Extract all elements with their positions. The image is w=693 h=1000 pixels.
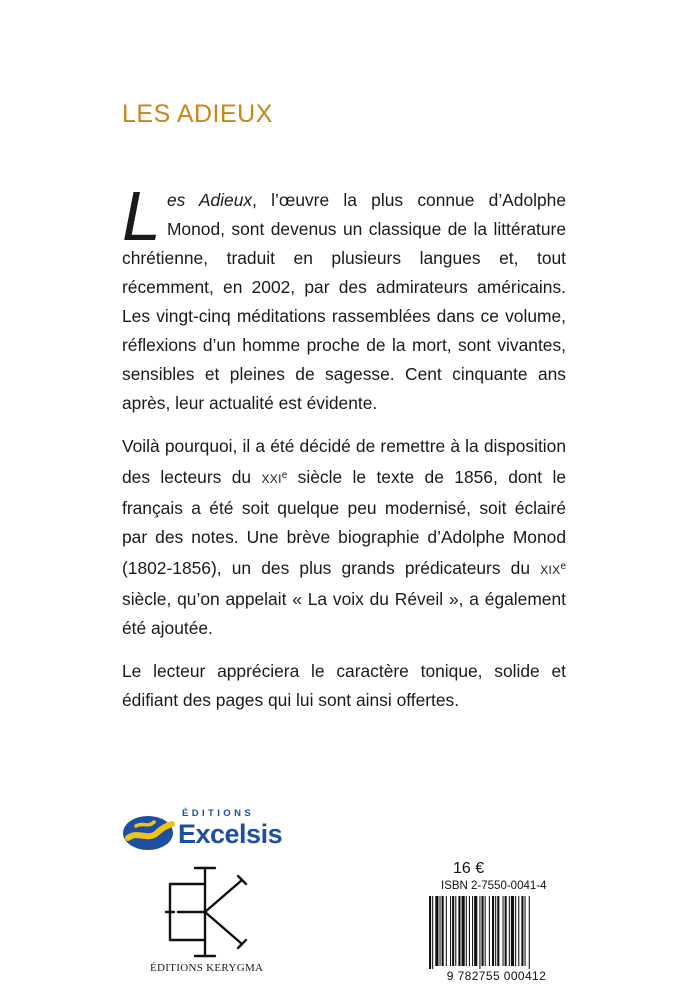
barcode-bar: [497, 896, 499, 966]
barcode-bar: [509, 896, 510, 966]
barcode-bar: [482, 896, 484, 966]
barcode-bar: [503, 896, 504, 966]
barcode-bar: [479, 896, 480, 970]
century-21-sup: e: [281, 470, 288, 481]
barcode-bar: [458, 896, 460, 966]
paragraph-2: [122, 432, 566, 643]
excelsis-editions-label: ÉDITIONS: [182, 808, 255, 819]
excelsis-logo: [122, 808, 292, 854]
barcode-bar: [446, 896, 447, 966]
barcode-bar: [432, 896, 433, 970]
drop-cap: L: [122, 177, 161, 255]
price: 16 €: [453, 860, 485, 877]
barcode-bar: [511, 896, 514, 966]
barcode-bar: [466, 896, 467, 966]
kerygma-label: ÉDITIONS KERYGMA: [150, 962, 264, 974]
isbn: ISBN 2-7550-0041-4: [441, 880, 547, 892]
paragraph-2-part-3: siècle, qu’on appelait « La voix du Réveil », a également été ajoutée.: [122, 589, 566, 638]
kerygma-logo: [150, 862, 264, 982]
barcode-bar: [435, 896, 438, 966]
paragraph-1: [122, 177, 567, 418]
century-21: XXI: [261, 472, 282, 486]
barcode-digits: 9 782755 000412: [425, 969, 568, 983]
barcode-bar: [521, 896, 523, 966]
paragraph-3: Le lecteur appréciera le caractère tonique, solide et édifiant des pages qui lui sont ainsi offertes.: [122, 661, 566, 710]
paragraph-2-part-2: siècle le texte de 1856, dont le français a été soit quelque peu modernisé, soit éclairé par des notes. Une brève biographie d’Adolphe Monod (1802-1856), un des plus grands prédicateurs du: [122, 467, 566, 578]
century-19-sup: e: [560, 561, 566, 572]
barcode-bar: [450, 896, 451, 966]
century-19: XIX: [540, 563, 561, 577]
barcode-bar: [485, 896, 486, 966]
barcode-bar: [518, 896, 519, 966]
barcode-bar: [505, 896, 507, 966]
barcode-bar: [495, 896, 496, 966]
book-title: LES ADIEUX: [122, 100, 273, 128]
barcode-bar: [474, 896, 477, 966]
excelsis-name: Excelsis: [178, 819, 283, 849]
barcode-bar: [455, 896, 456, 966]
barcode-bar: [452, 896, 454, 966]
barcode-bar: [525, 896, 526, 966]
barcode-bar: [515, 896, 516, 966]
barcode-bar: [469, 896, 470, 966]
barcode-bar: [429, 896, 431, 970]
excelsis-swoosh-icon: [122, 808, 178, 854]
barcode-icon: [425, 896, 568, 970]
italic-book-name: es Adieux: [166, 190, 253, 210]
kerygma-monogram-icon: [150, 862, 260, 962]
barcode-bar: [442, 896, 444, 966]
barcode-bar: [492, 896, 494, 966]
barcode-bar: [529, 896, 530, 970]
barcode-bar: [489, 896, 490, 966]
barcode-bar: [440, 896, 441, 966]
paragraph-1-text: , l’œuvre la plus connue d’Adolphe Monod, sont devenus un classique de la littérature chrétienne, traduit en plusieurs langues et, tout récemment, en 2002, par des admirateurs américains. Les vingt-cinq méditations rassemblées dans ce volume, réflexions d’un homme proche de la mort, sont vivantes, sensibles et pleines de sagesse. Cent cinquante ans après, leur actualité est évidente.: [122, 190, 567, 413]
barcode-bar: [462, 896, 465, 966]
paragraph-2-part-1: Voilà pourquoi, il a été décidé de remettre à la disposition des lecteurs du: [122, 436, 566, 487]
barcode-bar: [472, 896, 473, 966]
back-cover-blurb: [122, 177, 567, 729]
